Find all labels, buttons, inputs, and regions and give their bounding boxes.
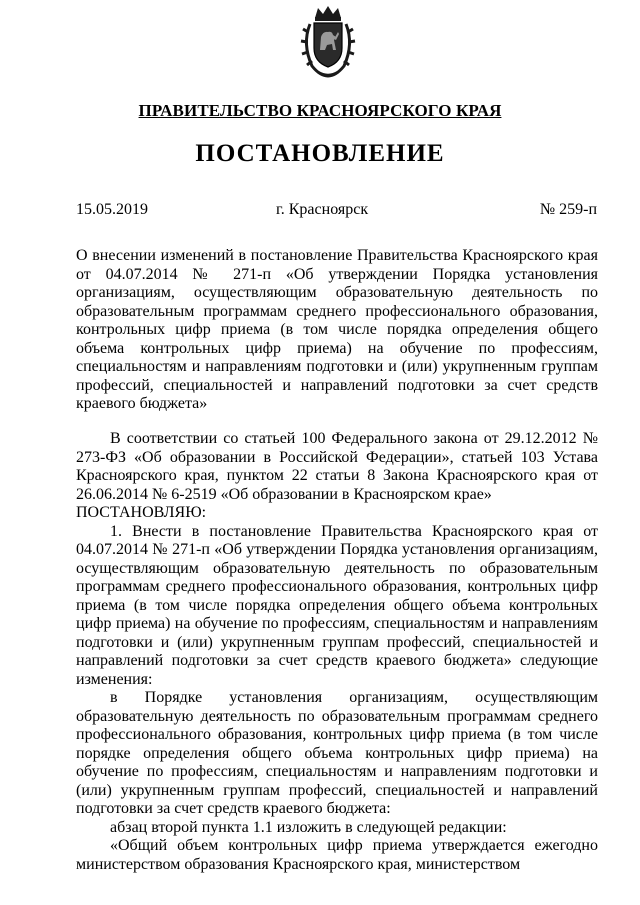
document-city: г. Красноярск — [276, 201, 369, 218]
organization-name: ПРАВИТЕЛЬСТВО КРАСНОЯРСКОГО КРАЯ — [138, 101, 502, 120]
body-paragraph: 1. Внести в постановление Правительства Красноярского края от 04.07.2014 № 271-п «Об утверждении Порядка установления организациям, осуществляющим образовательную деятельность по образовательным программам среднего профессионального образования, контрольных цифр приема (в том числе порядка определения общего объема контрольных цифр приема) на обучение по профессиям, специальностям и направлениям подготовки и (или) укрупненным группам профессий, специальностей и направлений подготовки за счет средств краевого бюджета» следующие изменения: — [76, 522, 598, 688]
body-paragraph: ПОСТАНОВЛЯЮ: — [76, 504, 207, 521]
body-paragraph: «Общий объем контрольных цифр приема утверждается ежегодно министерством образования Красноярского края, министерством — [76, 837, 598, 873]
coat-of-arms-icon — [298, 4, 358, 80]
document-body — [76, 430, 598, 874]
body-paragraph: абзац второй пункта 1.1 изложить в следующей редакции: — [110, 818, 507, 836]
body-paragraph: В соответствии со статьей 100 Федерального закона от 29.12.2012 № 273-ФЗ «Об образовании в Российской Федерации», статьей 103 Устава Красноярского края, пунктом 22 статьи 8 Закона Красноярского края от 26.06.2014 № 6-2519 «Об образовании в Красноярском крае» — [76, 430, 598, 503]
document-type: ПОСТАНОВЛЕНИЕ — [195, 140, 445, 167]
document-title: О внесении изменений в постановление Правительства Красноярского края от 04.07.2014 № 271-п «Об утверждении Порядка установления организациям, осуществляющим образовательную деятельность по образовательным программам среднего профессионального образования, контрольных цифр приема (в том числе порядка определения общего объема контрольных цифр приема) на обучение по профессиям, специальностям и направлениям подготовки и (или) укрупненным группам профессий, специальностей и направлений подготовки за счет средств краевого бюджета» — [76, 247, 598, 412]
body-paragraph: в Порядке установления организациям, осуществляющим образовательную деятельность по образовательным программам среднего профессионального образования, контрольных цифр приема (в том числе порядке определения общего объема контрольных цифр приема) на обучение по профессиям, специальностям и направлениям подготовки и (или) укрупненным группам профессий, специальностей и направлений подготовки за счет средств краевого бюджета: — [76, 689, 598, 817]
document-number: № 259-п — [539, 201, 597, 218]
document-date: 15.05.2019 — [76, 201, 148, 218]
